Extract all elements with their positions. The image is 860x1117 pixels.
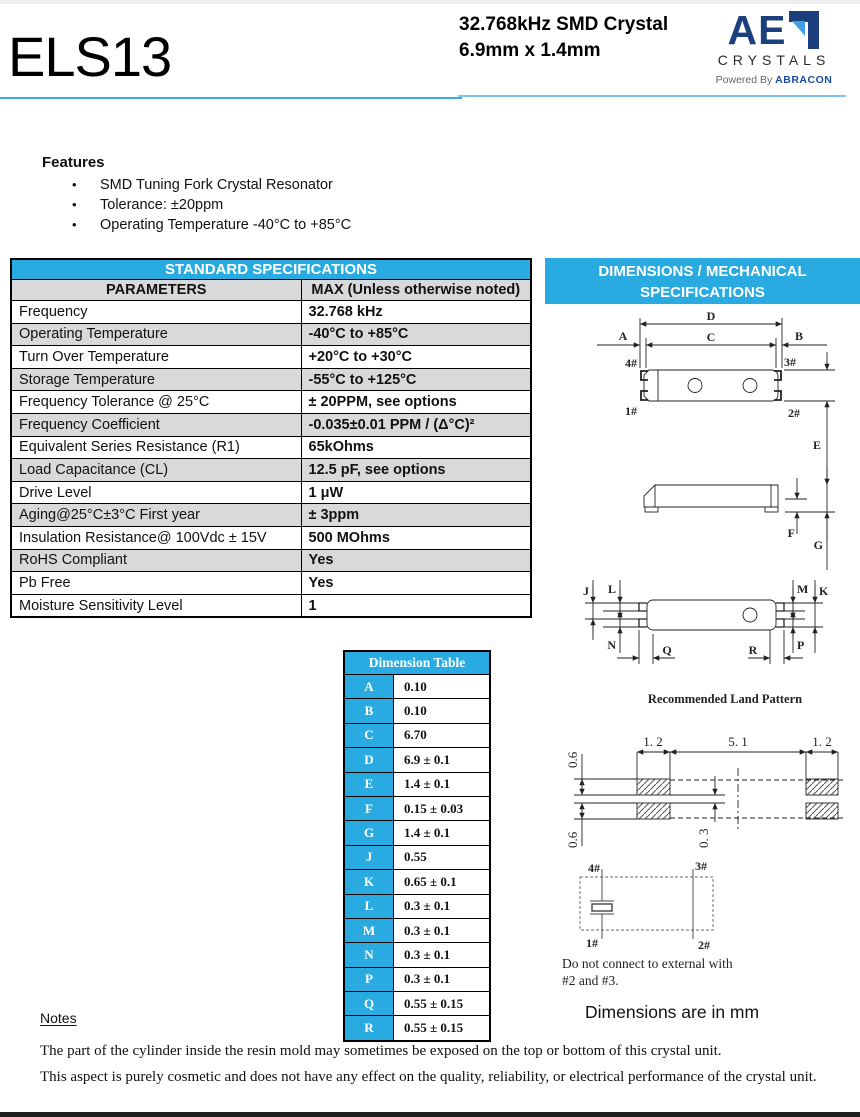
dimension-key-cell: R bbox=[344, 1016, 394, 1041]
notes-paragraph-1: The part of the cylinder inside the resin mold may sometimes be exposed on the top or bottom of this crystal unit. bbox=[40, 1043, 722, 1059]
ael-crystals-logo bbox=[695, 7, 853, 86]
dim-label-q: Q bbox=[662, 643, 672, 657]
table-row bbox=[344, 723, 490, 747]
bullet-icon: • bbox=[72, 197, 77, 212]
table-row bbox=[344, 748, 490, 772]
top-strip bbox=[0, 0, 860, 4]
dimension-value-cell: 0.3 ± 0.1 bbox=[394, 967, 491, 991]
schematic-pad-4: 4# bbox=[588, 861, 600, 875]
land-dim-gap: 0. 3 bbox=[696, 828, 711, 848]
spec-parameter-cell: Operating Temperature bbox=[11, 323, 301, 346]
spec-value-cell: -55°C to +125°C bbox=[301, 368, 531, 391]
table-row bbox=[344, 699, 490, 723]
table-row bbox=[11, 413, 531, 436]
table-row bbox=[344, 796, 490, 820]
dim-label-d: D bbox=[706, 309, 716, 323]
dimension-table bbox=[343, 650, 491, 1042]
dim-label-l: L bbox=[607, 582, 616, 596]
spec-value-cell: ± 3ppm bbox=[301, 504, 531, 527]
mechanical-drawing bbox=[545, 308, 860, 683]
land-dim-bottom-height: 0.6 bbox=[565, 831, 580, 848]
dimension-key-cell: F bbox=[344, 796, 394, 820]
land-dim-right: 1. 2 bbox=[812, 734, 832, 749]
dim-label-a: A bbox=[618, 329, 628, 343]
abracon-brand: ABRACON bbox=[775, 74, 833, 86]
dimension-key-cell: L bbox=[344, 894, 394, 918]
land-dim-center: 5. 1 bbox=[728, 734, 748, 749]
header-rule-right bbox=[458, 95, 846, 97]
table-row bbox=[11, 549, 531, 572]
schematic-pad-2: 2# bbox=[698, 938, 710, 952]
dimension-key-cell: Q bbox=[344, 992, 394, 1016]
dim-label-j: J bbox=[583, 584, 589, 598]
dimension-value-cell: 0.3 ± 0.1 bbox=[394, 943, 491, 967]
dim-label-r: R bbox=[748, 643, 758, 657]
powered-prefix: Powered By bbox=[715, 74, 776, 86]
feature-item bbox=[72, 178, 351, 192]
spec-value-cell: 500 MOhms bbox=[301, 526, 531, 549]
dimension-value-cell: 6.9 ± 0.1 bbox=[394, 748, 491, 772]
standard-specifications-table bbox=[10, 258, 532, 618]
table-row bbox=[11, 391, 531, 414]
dimension-value-cell: 6.70 bbox=[394, 723, 491, 747]
subtitle-line1: 32.768kHz SMD Crystal bbox=[459, 14, 669, 35]
spec-value-cell: ± 20PPM, see options bbox=[301, 391, 531, 414]
spec-parameter-cell: Frequency Tolerance @ 25°C bbox=[11, 391, 301, 414]
dimension-value-cell: 0.15 ± 0.03 bbox=[394, 796, 491, 820]
spec-table-title: STANDARD SPECIFICATIONS bbox=[11, 259, 531, 280]
dimension-value-cell: 0.55 ± 0.15 bbox=[394, 992, 491, 1016]
dimensions-section-header bbox=[545, 258, 860, 304]
spec-value-cell: -0.035±0.01 PPM / (Δ°C)² bbox=[301, 413, 531, 436]
dimension-value-cell: 0.10 bbox=[394, 675, 491, 699]
table-row bbox=[11, 346, 531, 369]
table-row bbox=[11, 481, 531, 504]
dimension-key-cell: J bbox=[344, 845, 394, 869]
spec-value-cell: 32.768 kHz bbox=[301, 301, 531, 324]
spec-parameter-cell: Moisture Sensitivity Level bbox=[11, 594, 301, 617]
land-pattern-title: Recommended Land Pattern bbox=[647, 692, 803, 706]
dimension-key-cell: P bbox=[344, 967, 394, 991]
bottom-view-drawing bbox=[585, 580, 823, 664]
dims-header-line2: SPECIFICATIONS bbox=[640, 284, 765, 301]
table-row bbox=[344, 992, 490, 1016]
table-row bbox=[11, 526, 531, 549]
table-row bbox=[344, 943, 490, 967]
dimension-value-cell: 0.65 ± 0.1 bbox=[394, 870, 491, 894]
dimension-key-cell: N bbox=[344, 943, 394, 967]
table-row bbox=[11, 459, 531, 482]
feature-item bbox=[72, 198, 351, 212]
spec-parameter-cell: Frequency Coefficient bbox=[11, 413, 301, 436]
land-pattern-drawing bbox=[560, 706, 860, 856]
table-row bbox=[344, 870, 490, 894]
connection-note bbox=[562, 955, 733, 989]
dimension-value-cell: 0.55 bbox=[394, 845, 491, 869]
header-rule-left bbox=[0, 97, 462, 99]
dimension-table-body bbox=[344, 675, 490, 1041]
table-row bbox=[11, 368, 531, 391]
land-dim-top-height: 0.6 bbox=[565, 751, 580, 768]
feature-item-label: Tolerance: ±20ppm bbox=[100, 197, 224, 213]
spec-parameter-cell: Turn Over Temperature bbox=[11, 346, 301, 369]
bullet-icon: • bbox=[72, 217, 77, 232]
dimension-value-cell: 0.3 ± 0.1 bbox=[394, 894, 491, 918]
dim-label-b: B bbox=[794, 329, 804, 343]
dim-label-p: P bbox=[797, 638, 805, 652]
features-title: Features bbox=[42, 154, 105, 171]
spec-parameter-cell: Drive Level bbox=[11, 481, 301, 504]
spec-parameter-cell: Equivalent Series Resistance (R1) bbox=[11, 436, 301, 459]
dim-label-g: G bbox=[813, 538, 823, 552]
table-row bbox=[11, 504, 531, 527]
product-subtitle bbox=[459, 12, 668, 64]
table-row bbox=[11, 594, 531, 617]
table-row bbox=[344, 967, 490, 991]
dim-label-f: F bbox=[787, 526, 795, 540]
dimension-key-cell: G bbox=[344, 821, 394, 845]
page-title: ELS13 bbox=[8, 25, 172, 88]
notes-title: Notes bbox=[40, 1010, 77, 1026]
spec-value-cell: Yes bbox=[301, 549, 531, 572]
dimension-key-cell: D bbox=[344, 748, 394, 772]
dimension-key-cell: C bbox=[344, 723, 394, 747]
table-row bbox=[344, 821, 490, 845]
pad-label-4: 4# bbox=[625, 356, 637, 370]
spec-value-cell: 12.5 pF, see options bbox=[301, 459, 531, 482]
connection-note-line1: Do not connect to external with bbox=[562, 956, 733, 971]
spec-value-cell: 65kOhms bbox=[301, 436, 531, 459]
bullet-icon: • bbox=[72, 177, 77, 192]
dimension-value-cell: 0.10 bbox=[394, 699, 491, 723]
dim-label-m: M bbox=[797, 582, 809, 596]
logo-l-glyph-icon bbox=[788, 10, 820, 50]
schematic-pad-1: 1# bbox=[586, 936, 598, 950]
dimension-value-cell: 0.55 ± 0.15 bbox=[394, 1016, 491, 1041]
dim-label-n: N bbox=[607, 638, 616, 652]
dimension-key-cell: M bbox=[344, 918, 394, 942]
subtitle-line2: 6.9mm x 1.4mm bbox=[459, 40, 601, 61]
spec-value-cell: -40°C to +85°C bbox=[301, 323, 531, 346]
dimension-value-cell: 1.4 ± 0.1 bbox=[394, 772, 491, 796]
dim-label-c: C bbox=[706, 330, 716, 344]
spec-value-cell: +20°C to +30°C bbox=[301, 346, 531, 369]
notes-paragraph-2: This aspect is purely cosmetic and does not have any effect on the quality, reliability, or electrical performance of the crystal unit. bbox=[40, 1069, 817, 1085]
table-row bbox=[11, 436, 531, 459]
spec-col-parameters: PARAMETERS bbox=[11, 280, 301, 301]
land-dim-left: 1. 2 bbox=[643, 734, 663, 749]
spec-parameter-cell: RoHS Compliant bbox=[11, 549, 301, 572]
feature-item bbox=[72, 218, 351, 232]
schematic-geometry bbox=[580, 869, 713, 939]
table-row bbox=[344, 894, 490, 918]
spec-parameter-cell: Load Capacitance (CL) bbox=[11, 459, 301, 482]
spec-parameter-cell: Frequency bbox=[11, 301, 301, 324]
spec-col-max: MAX (Unless otherwise noted) bbox=[301, 280, 531, 301]
dims-header-line1: DIMENSIONS / MECHANICAL bbox=[598, 263, 807, 280]
logo-brand-row bbox=[695, 7, 853, 53]
feature-item-label: SMD Tuning Fork Crystal Resonator bbox=[100, 177, 333, 193]
dim-label-k: K bbox=[819, 584, 829, 598]
connection-schematic bbox=[570, 855, 760, 955]
dimension-key-cell: A bbox=[344, 675, 394, 699]
dimension-key-cell: B bbox=[344, 699, 394, 723]
table-row bbox=[344, 1016, 490, 1041]
spec-value-cell: Yes bbox=[301, 572, 531, 595]
pad-label-3: 3# bbox=[784, 355, 796, 369]
dimension-value-cell: 1.4 ± 0.1 bbox=[394, 821, 491, 845]
table-row bbox=[344, 845, 490, 869]
units-note: Dimensions are in mm bbox=[585, 1002, 760, 1022]
spec-value-cell: 1 bbox=[301, 594, 531, 617]
dimension-key-cell: E bbox=[344, 772, 394, 796]
features-section bbox=[42, 154, 351, 238]
feature-item-label: Operating Temperature -40°C to +85°C bbox=[100, 217, 352, 233]
logo-brand-text: AE bbox=[727, 7, 787, 53]
table-row bbox=[11, 572, 531, 595]
dimension-key-cell: K bbox=[344, 870, 394, 894]
spec-table-body bbox=[11, 301, 531, 618]
pad-label-1: 1# bbox=[625, 404, 637, 418]
spec-parameter-cell: Pb Free bbox=[11, 572, 301, 595]
connection-note-line2: #2 and #3. bbox=[562, 973, 619, 988]
table-row bbox=[11, 323, 531, 346]
table-row bbox=[11, 301, 531, 324]
dimension-value-cell: 0.3 ± 0.1 bbox=[394, 918, 491, 942]
side-view-drawing bbox=[644, 478, 835, 534]
table-row bbox=[344, 772, 490, 796]
features-list bbox=[42, 178, 351, 232]
table-row bbox=[344, 918, 490, 942]
dimension-table-title: Dimension Table bbox=[344, 651, 490, 675]
spec-parameter-cell: Insulation Resistance@ 100Vdc ± 15V bbox=[11, 526, 301, 549]
dim-label-e: E bbox=[812, 438, 821, 452]
table-row bbox=[344, 675, 490, 699]
powered-by-abracon bbox=[695, 74, 853, 86]
spec-parameter-cell: Aging@25°C±3°C First year bbox=[11, 504, 301, 527]
logo-crystals-text: CRYSTALS bbox=[717, 52, 831, 68]
pad-label-2: 2# bbox=[788, 406, 800, 420]
footer-bar bbox=[0, 1112, 860, 1117]
spec-parameter-cell: Storage Temperature bbox=[11, 368, 301, 391]
schematic-pad-3: 3# bbox=[695, 859, 707, 873]
spec-value-cell: 1 μW bbox=[301, 481, 531, 504]
